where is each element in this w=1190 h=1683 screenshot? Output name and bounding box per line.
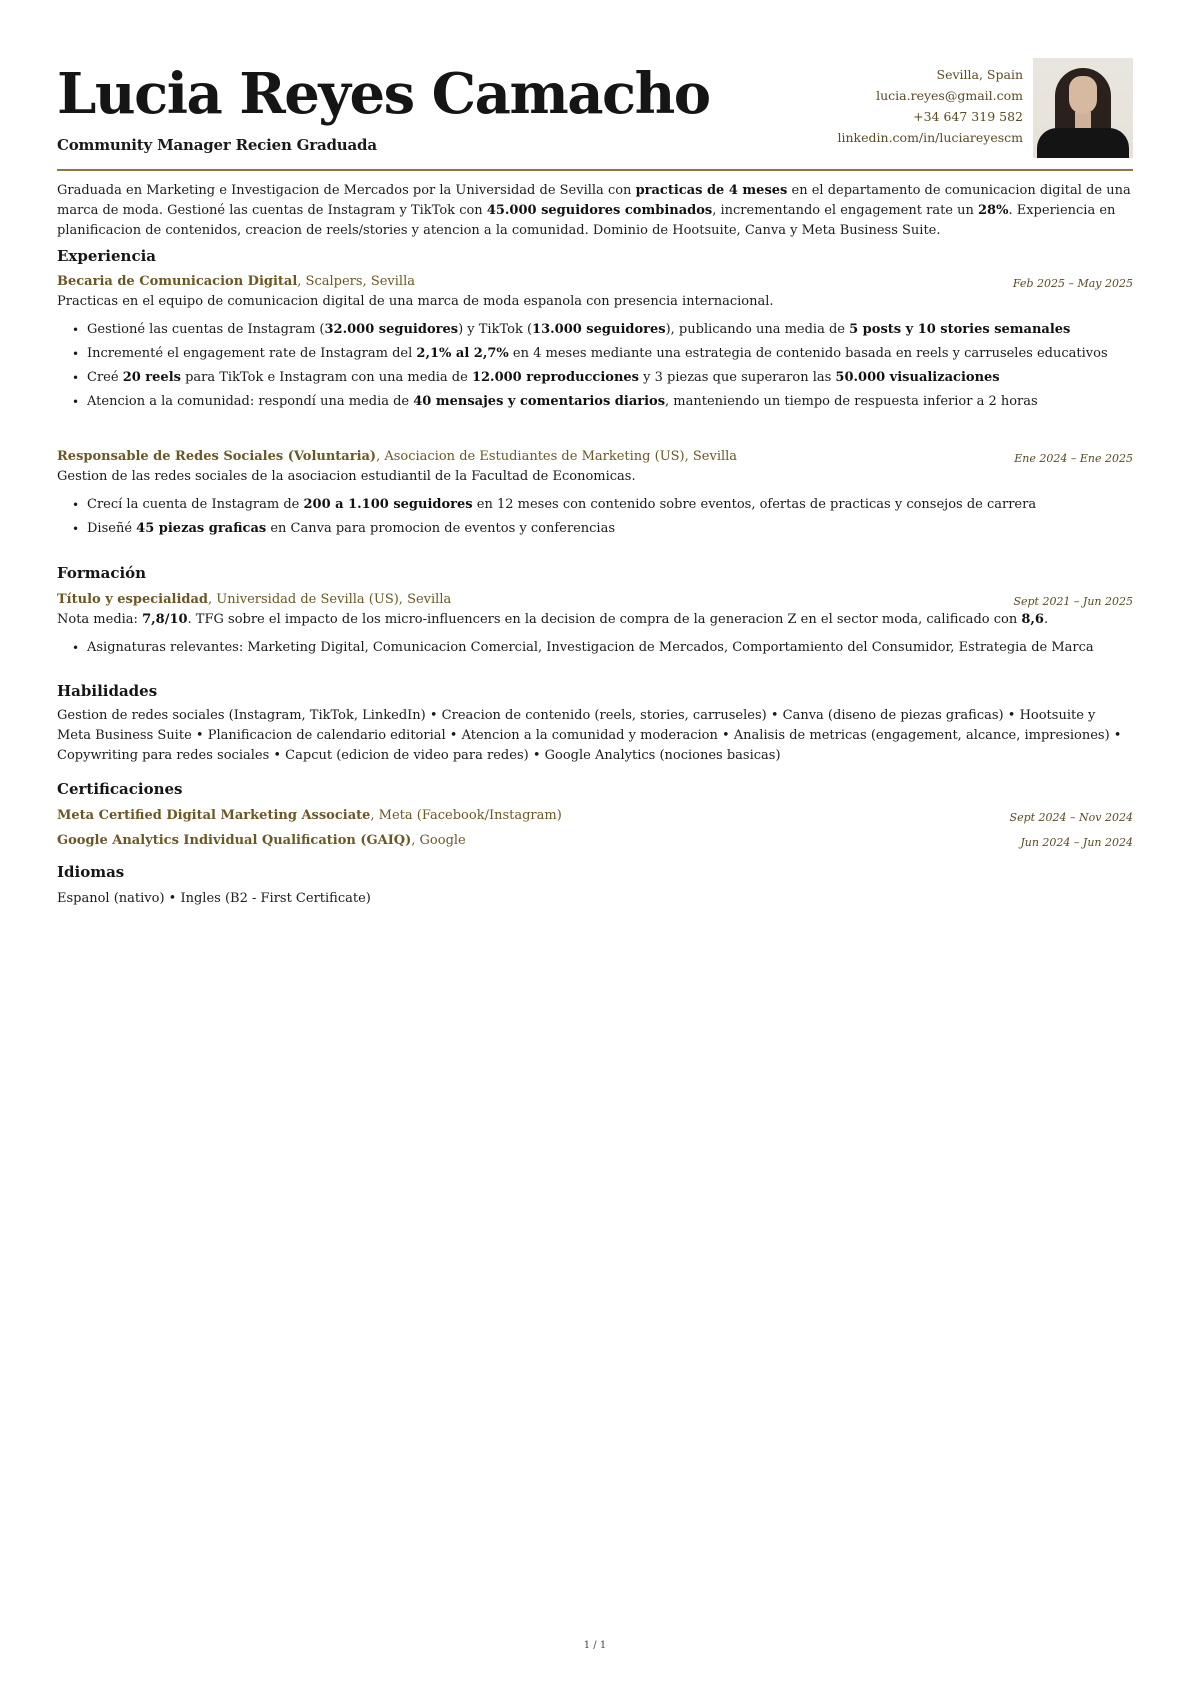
- education-bullet: • Asignaturas relevantes: Marketing Digital, Comunicacion Comercial, Investigacion de Mercados, Comportamiento del Consumidor, Estrategia de Marca: [87, 636, 1133, 660]
- certification-date: Sept 2024 – Nov 2024: [1009, 811, 1133, 824]
- summary-text: Graduada en Marketing e Investigacion de Mercados por la Universidad de Sevilla con: [57, 183, 636, 198]
- job-header: [57, 447, 1133, 467]
- certification-name: Google Analytics Individual Qualification (GAIQ): [57, 833, 412, 848]
- certification-item: [57, 806, 1133, 826]
- candidate-subtitle: Community Manager Recien Graduada: [57, 136, 377, 154]
- job-bullet: • Diseñé 45 piezas graficas en Canva para promocion de eventos y conferencias: [87, 517, 1133, 541]
- photo-body: [1037, 128, 1129, 158]
- job-role: Responsable de Redes Sociales (Voluntaria): [57, 449, 377, 464]
- job-bullet: • Creé 20 reels para TikTok e Instagram con una media de 12.000 reproducciones y 3 piezas que superaron las 50.000 visualizaciones: [87, 366, 1133, 390]
- job-date: Feb 2025 – May 2025: [1012, 277, 1133, 290]
- job-description: Practicas en el equipo de comunicacion digital de una marca de moda espanola con presencia internacional.: [57, 294, 774, 309]
- job-bullet: • Atencion a la comunidad: respondí una media de 40 mensajes y comentarios diarios, manteniendo un tiempo de respuesta inferior a 2 horas: [87, 390, 1133, 414]
- education-org: , Universidad de Sevilla (US), Sevilla: [208, 592, 452, 607]
- contact-email[interactable]: lucia.reyes@gmail.com: [876, 88, 1023, 103]
- summary-text: . Experiencia en planificacion de contenidos, creacion de reels/stories y atencion a la comunidad. Dominio de Hootsuite, Canva y Meta Business Suite.: [57, 203, 1116, 238]
- certification-name: Meta Certified Digital Marketing Associate: [57, 808, 371, 823]
- section-title-languages: Idiomas: [57, 863, 125, 881]
- contact-linkedin[interactable]: linkedin.com/in/luciareyescm: [837, 130, 1023, 145]
- job-role: Becaria de Comunicacion Digital: [57, 274, 298, 289]
- education-description: Nota media: 7,8/10. TFG sobre el impacto de los micro-influencers en la decision de compra de la generacion Z en el sector moda, calificado con 8,6.: [57, 612, 1049, 627]
- job-header: [57, 272, 1133, 292]
- job-org: , Asociacion de Estudiantes de Marketing (US), Sevilla: [376, 449, 738, 464]
- skills-text: Gestion de redes sociales (Instagram, TikTok, LinkedIn) • Creacion de contenido (reels, stories, carruseles) • Canva (diseno de piezas graficas) • Hootsuite y Meta Business Suite • Planificacion de calendario editorial • Atencion a la comunidad y moderacion • Analisis de metricas (engagement, alcance, impresiones) • Copywriting para redes sociales • Capcut (edicion de video para redes) • Google Analytics (nociones basicas): [57, 708, 1122, 763]
- profile-photo: [1033, 58, 1133, 158]
- section-title-experience: Experiencia: [57, 247, 157, 265]
- summary-highlight: 45.000 seguidores combinados: [486, 203, 713, 218]
- job-bullets: [57, 493, 1133, 541]
- summary-highlight: practicas de 4 meses: [635, 183, 788, 198]
- section-title-education: Formación: [57, 564, 147, 582]
- section-title-certifications: Certificaciones: [57, 780, 183, 798]
- contact-block: [838, 64, 1024, 148]
- resume-page: [57, 0, 1133, 906]
- job-org: , Scalpers, Sevilla: [297, 274, 415, 289]
- languages-text: Espanol (nativo) • Ingles (B2 - First Certificate): [57, 891, 371, 906]
- summary-highlight: 28%: [978, 203, 1009, 218]
- education-degree: Título y especialidad: [57, 592, 208, 607]
- page-number: 1 / 1: [583, 1640, 607, 1651]
- education-header: [57, 590, 1133, 610]
- candidate-name: Lucia Reyes Camacho: [57, 61, 710, 127]
- contact-phone: +34 647 319 582: [913, 109, 1023, 124]
- certification-item: [57, 831, 1133, 851]
- header-divider: [57, 169, 1133, 171]
- job-bullet: • Gestioné las cuentas de Instagram (32.000 seguidores) y TikTok (13.000 seguidores), publicando una media de 5 posts y 10 stories semanales: [87, 318, 1133, 342]
- section-title-skills: Habilidades: [57, 682, 158, 700]
- job-bullet: • Crecí la cuenta de Instagram de 200 a 1.100 seguidores en 12 meses con contenido sobre eventos, ofertas de practicas y consejos de carrera: [87, 493, 1133, 517]
- contact-location: Sevilla, Spain: [936, 67, 1023, 82]
- job-description: Gestion de las redes sociales de la asociacion estudiantil de la Facultad de Economicas.: [57, 469, 636, 484]
- job-date: Ene 2024 – Ene 2025: [1014, 452, 1133, 465]
- resume-header: [57, 0, 1133, 170]
- photo-face: [1069, 76, 1097, 114]
- certification-date: Jun 2024 – Jun 2024: [1020, 836, 1133, 849]
- education-bullets: [57, 636, 1133, 660]
- summary-text: , incrementando el engagement rate un: [712, 203, 979, 218]
- summary-text: en el departamento de comunicacion digital de una marca de moda. Gestioné las cuentas de Instagram y TikTok con: [57, 183, 1131, 218]
- job-bullets: [57, 318, 1133, 414]
- certification-org: , Google: [411, 833, 466, 848]
- education-date: Sept 2021 – Jun 2025: [1013, 595, 1133, 608]
- certification-org: , Meta (Facebook/Instagram): [370, 808, 562, 823]
- job-bullet: • Incrementé el engagement rate de Instagram del 2,1% al 2,7% en 4 meses mediante una estrategia de contenido basada en reels y carruseles educativos: [87, 342, 1133, 366]
- summary-paragraph: [57, 181, 1133, 241]
